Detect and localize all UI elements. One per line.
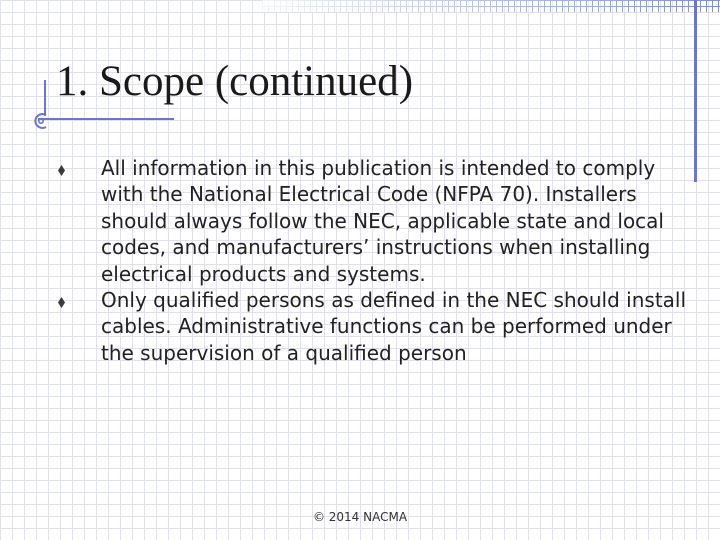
decorative-top-band	[262, 0, 720, 12]
slide-title: 1. Scope (continued)	[56, 58, 414, 105]
bullet-list	[58, 155, 698, 366]
bullet-item	[58, 155, 698, 287]
footer-copyright: © 2014 NACMA	[312, 510, 408, 524]
bullet-text: Only qualified persons as defined in the NEC should install cables. Administrative functions can be performed under the supervision of a qualified person	[101, 288, 687, 365]
diamond-bullet-icon	[58, 165, 65, 176]
bullet-text: All information in this publication is intended to comply with the National Electrical Code (NFPA 70). Installers should always follow the NEC, applicable state and local codes, and manufacturers’ instructions when installing electrical products and systems.	[101, 156, 664, 286]
title-accent-underline	[38, 118, 174, 120]
bullet-item	[58, 287, 698, 366]
swirl-ornament-icon	[30, 110, 52, 132]
diamond-bullet-icon	[58, 297, 65, 308]
